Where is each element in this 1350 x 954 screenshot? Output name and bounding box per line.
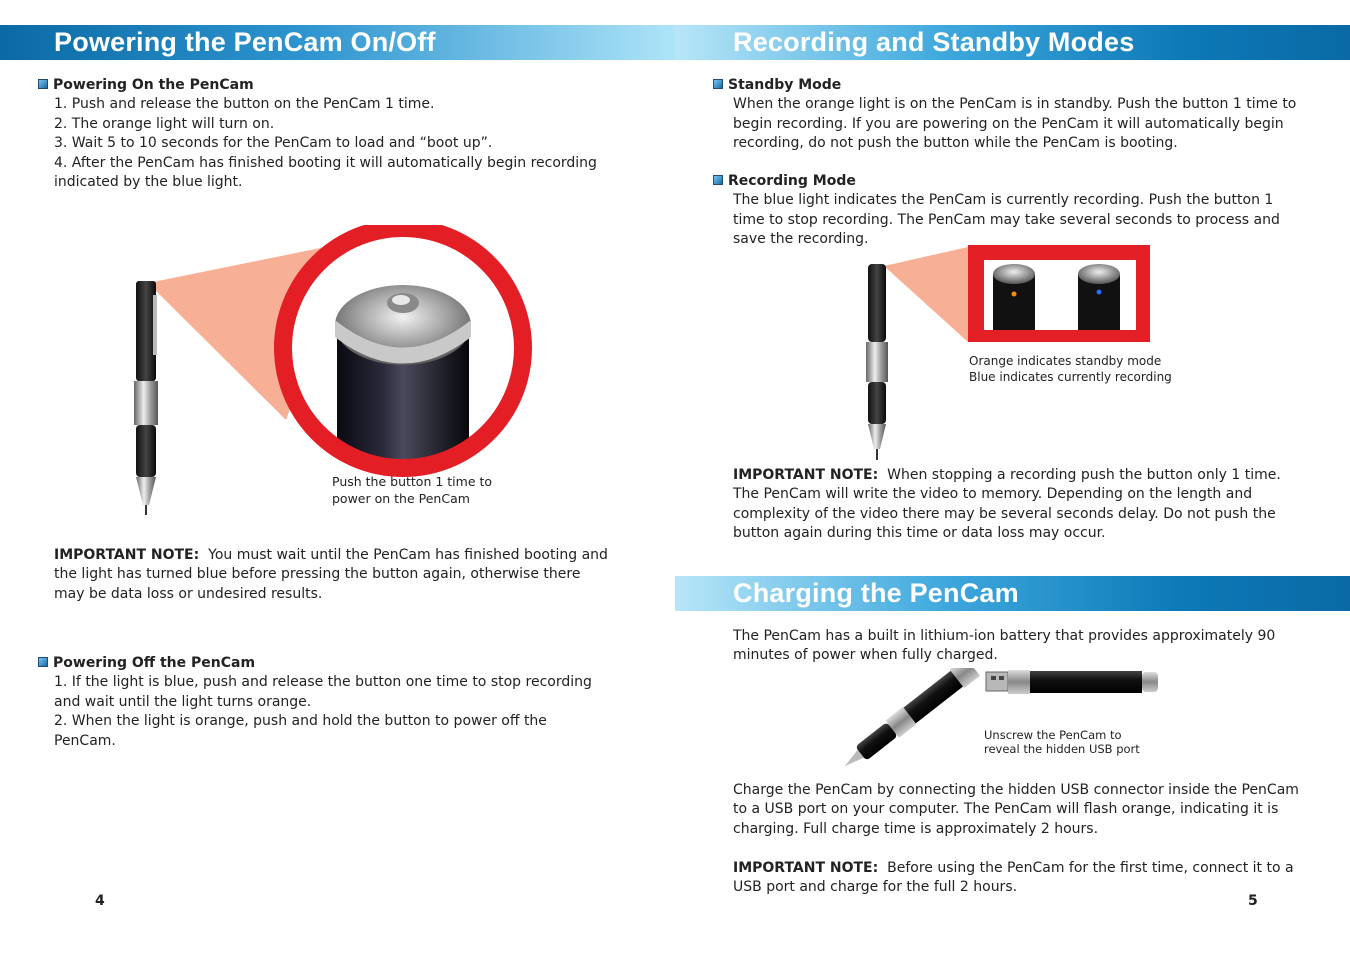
left-section-title: Powering the PenCam On/Off bbox=[54, 27, 436, 57]
right-section-banner bbox=[675, 25, 1350, 60]
power-off-step: 2. When the light is orange, push and hold the button to power off the bbox=[54, 713, 547, 730]
power-off-heading: Powering Off the PenCam bbox=[53, 655, 256, 671]
charging-body: Charge the PenCam by connecting the hidden USB connector inside the PenCam to a USB port on your computer. The PenCam will flash orange, indicating it is charging. Full charge time is approximately 2 hours. bbox=[733, 782, 1299, 837]
magnification-beam bbox=[884, 247, 968, 342]
usb-figure bbox=[835, 668, 1165, 773]
charging-important-note bbox=[733, 859, 1298, 898]
standby-mode-section bbox=[713, 76, 1298, 154]
power-on-step: 4. After the PenCam has finished booting it will automatically begin recording bbox=[54, 154, 597, 171]
square-bullet-icon bbox=[713, 175, 723, 185]
note-label: IMPORTANT NOTE: bbox=[54, 547, 200, 563]
page-number-left: 4 bbox=[95, 893, 105, 909]
standby-heading: Standby Mode bbox=[728, 77, 842, 93]
power-on-step: 2. The orange light will turn on. bbox=[54, 115, 275, 132]
recording-mode-section bbox=[713, 172, 1288, 250]
caption-line: Orange indicates standby mode bbox=[969, 354, 1162, 368]
power-on-heading: Powering On the PenCam bbox=[53, 77, 254, 93]
power-on-step: 3. Wait 5 to 10 seconds for the PenCam to load and “boot up”. bbox=[54, 135, 493, 152]
square-bullet-icon bbox=[38, 657, 48, 667]
note-text: Before using the PenCam for the first time, connect it to a USB port and charge for the full 2 hours. bbox=[733, 860, 1294, 896]
caption-line: Push the button 1 time to bbox=[332, 474, 493, 489]
caption-line: Blue indicates currently recording bbox=[969, 370, 1172, 384]
charging-section-title: Charging the PenCam bbox=[733, 578, 1019, 608]
usb-connector-half-icon bbox=[986, 670, 1158, 694]
note-label: IMPORTANT NOTE: bbox=[733, 467, 879, 483]
caption-line: reveal the hidden USB port bbox=[984, 741, 1140, 756]
charging-intro: The PenCam has a built in lithium-ion battery that provides approximately 90 minutes of power when fully charged. bbox=[733, 628, 1276, 664]
note-text: You must wait until the PenCam has finished booting and the light has turned blue before pressing the button again, otherwise there may be data loss or undesired results. bbox=[54, 547, 608, 602]
power-off-step: 1. If the light is blue, push and release the button one time to stop recording bbox=[54, 674, 592, 691]
pencam-small-icon bbox=[866, 264, 888, 460]
note-text: When stopping a recording push the button only 1 time. The PenCam will write the video to memory. Depending on the length and complexity of the video there may be several seconds delay. Do not push the button again during this time or data loss may occur. bbox=[733, 467, 1281, 542]
power-off-step: and wait until the light turns orange. bbox=[54, 693, 312, 710]
power-on-step: indicated by the blue light. bbox=[54, 174, 243, 191]
caption-line: power on the PenCam bbox=[332, 490, 470, 506]
left-section-banner bbox=[0, 25, 675, 60]
recording-heading: Recording Mode bbox=[728, 173, 856, 189]
page-number-right: 5 bbox=[1248, 893, 1258, 909]
note-label: IMPORTANT NOTE: bbox=[733, 860, 879, 876]
power-on-figure-caption bbox=[332, 474, 492, 507]
recording-text: The blue light indicates the PenCam is currently recording. Push the button 1 time to stop recording. The PenCam may take several seconds to process and save the recording. bbox=[733, 192, 1280, 248]
power-on-step: 1. Push and release the button on the PenCam 1 time. bbox=[54, 96, 435, 113]
power-off-section bbox=[38, 654, 618, 751]
square-bullet-icon bbox=[713, 79, 723, 89]
power-on-section bbox=[38, 76, 618, 192]
orange-light-pen-icon bbox=[993, 264, 1035, 330]
power-off-step: PenCam. bbox=[54, 732, 116, 749]
light-indicator-caption bbox=[969, 353, 1172, 385]
standby-text: When the orange light is on the PenCam is in standby. Push the button 1 time to begin recording. If you are powering on the PenCam it will automatically begin recording, do not push the button while the PenCam is booting. bbox=[733, 96, 1297, 152]
right-section-title: Recording and Standby Modes bbox=[733, 27, 1135, 57]
left-important-note bbox=[54, 546, 614, 604]
blue-light-pen-icon bbox=[1078, 264, 1120, 330]
charging-section-banner bbox=[675, 576, 1350, 611]
pencam-small-icon bbox=[134, 281, 158, 515]
square-bullet-icon bbox=[38, 79, 48, 89]
caption-line: Unscrew the PenCam to bbox=[984, 728, 1122, 742]
unscrewed-pen-half-icon bbox=[838, 668, 980, 773]
right-important-note bbox=[733, 466, 1298, 544]
usb-caption bbox=[984, 729, 1140, 756]
